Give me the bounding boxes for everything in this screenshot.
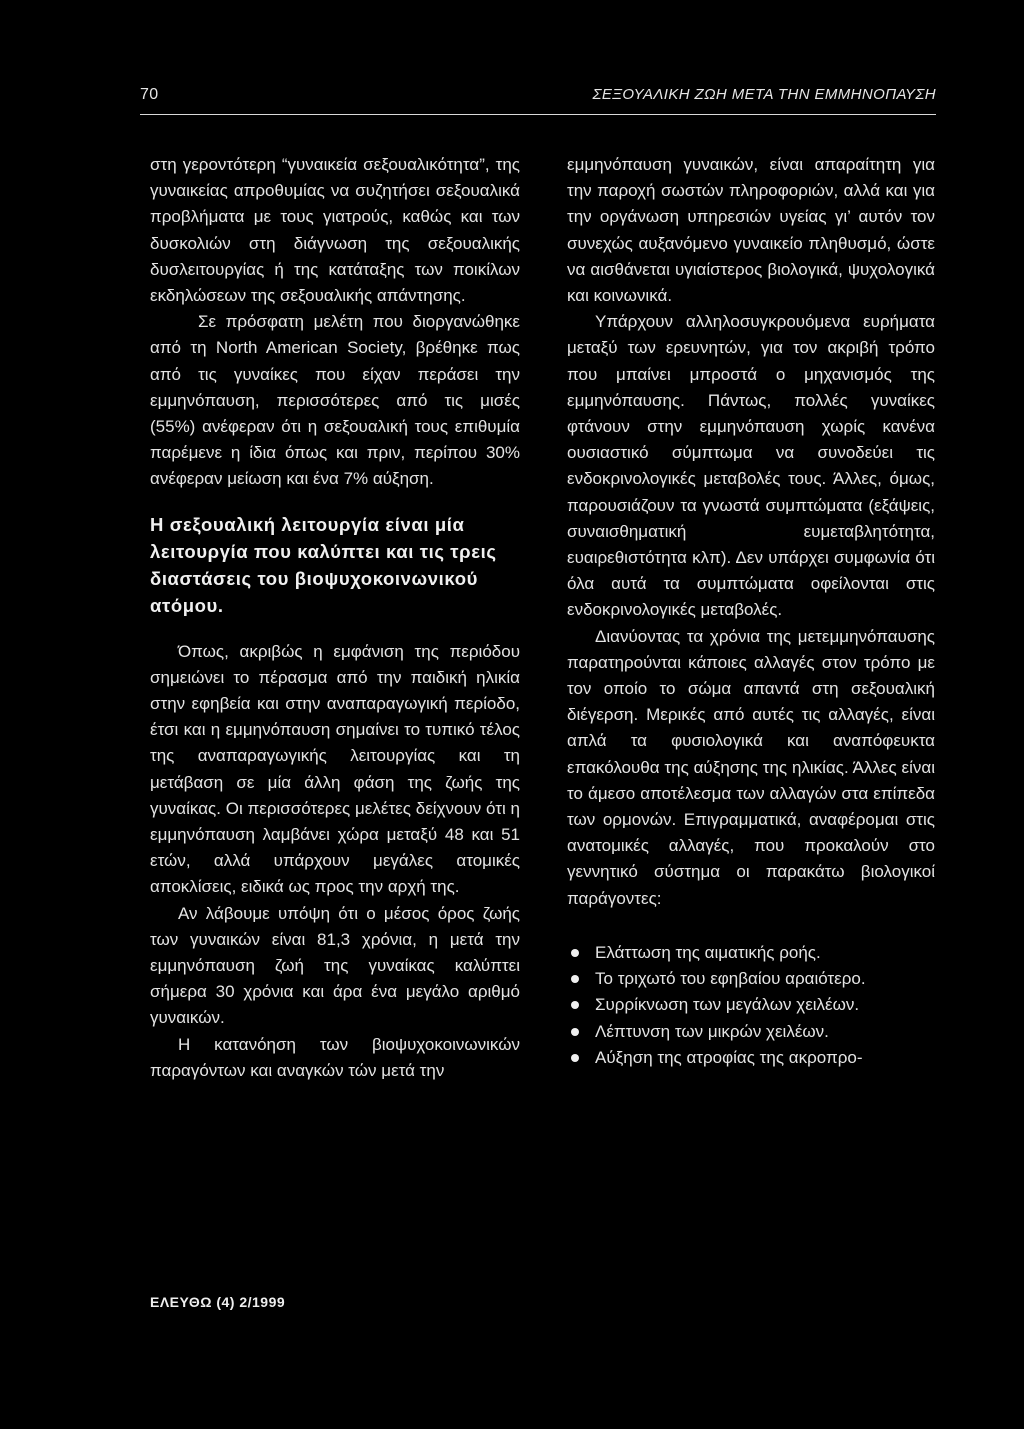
running-title: ΣΕΞΟΥΑΛΙΚΗ ΖΩΗ ΜΕΤΑ ΤΗΝ ΕΜΜΗΝΟΠΑΥΣΗ xyxy=(592,86,936,103)
right-column xyxy=(567,152,935,1071)
left-column xyxy=(150,152,520,1084)
factor-list xyxy=(567,940,935,1071)
paragraph: Αν λάβουμε υπόψη ότι ο μέσος όρος ζωής των γυναικών είναι 81,3 χρόνια, η μετά την εμμηνόπαυση ζωή της γυναίκας καλύπτει σήμερα 30 χρόνια και άρα ένα μεγάλο αριθμό γυναικών. xyxy=(150,903,520,1028)
list-item-text: Λέπτυνση των μικρών χειλέων. xyxy=(595,1021,829,1041)
list-item xyxy=(567,992,935,1018)
header-rule xyxy=(140,114,936,115)
list-item-text: Το τριχωτό του εφηβαίου αραιότερο. xyxy=(595,969,866,989)
list-item-text: Αύξηση της ατροφίας της ακροπρο- xyxy=(595,1047,863,1067)
highlight-statement: Η σεξουαλική λειτουργία είναι μία λειτουργία που καλύπτει και τις τρεις διαστάσεις του βιοψυχοκοινωνικού ατόμου. xyxy=(150,513,497,616)
bullet-icon xyxy=(571,1001,579,1009)
paragraph: Σε πρόσφατη μελέτη που διοργανώθηκε από τη North American Society, βρέθηκε πως από τις γυναίκες που είχαν περάσει την εμμηνόπαυση, περισσότερες από τις μισές (55%) ανέφεραν ότι η σεξουαλική τους επιθυμία παρέμενε η ίδια όπως και πριν, περίπου 30% ανέφεραν μείωση και ένα 7% αύξηση. xyxy=(150,312,520,489)
paragraph: εμμηνόπαυση γυναικών, είναι απαραίτητη για την παροχή σωστών πληροφοριών, αλλά και για την οργάνωση υπηρεσιών υγείας γι’ αυτόν τον συνεχώς αυξανόμενο γυναικείο πληθυσμό, ώστε να αισθάνεται υγιαίστερος βιολογικά, ψυχολογικά και κοινωνικά. xyxy=(567,155,935,306)
list-item xyxy=(567,966,935,992)
paragraph: Όπως, ακριβώς η εμφάνιση της περιόδου σημειώνει το πέρασμα από την παιδική ηλικία στην εφηβεία και στην αναπαραγωγική περίοδο, έτσι και η εμμηνόπαυση σημαίνει το τυπικό τέλος της αναπαραγωγικής λειτουργίας και τη μετάβαση σε μία άλλη φάση της ζωής της γυναίκας. Οι περισσότερες μελέτες δείχνουν ότι η εμμηνόπαυση λαμβάνει χώρα μεταξύ 48 και 51 ετών, αλλά υπάρχουν μεγάλες ατομικές αποκλίσεις, ειδικά ως προς την αρχή της. xyxy=(150,641,520,897)
list-item-text: Ελάττωση της αιματικής ροής. xyxy=(595,942,821,962)
paragraph: Διανύοντας τα χρόνια της μετεμμηνόπαυσης παρατηρούνται κάποιες αλλαγές στον τρόπο με τον οποίο το σώμα απαντά στη σεξουαλική διέγερση. Μερικές από αυτές τις αλλαγές, είναι απλά τα φυσιολογικά και αναπόφευκτα επακόλουθα της αύξησης της ηλικίας. Άλλες είναι το άμεσο αποτέλεσμα των αλλαγών στα επίπεδα των ορμονών. Επιγραμματικά, αναφέρομαι στις ανατομικές αλλαγές, που προκαλούν στο γεννητικό σύστημα οι παρακάτω βιολογικοί παράγοντες: xyxy=(567,626,935,908)
list-item xyxy=(567,1019,935,1045)
bullet-icon xyxy=(571,1028,579,1036)
paragraph: στη γεροντότερη “γυναικεία σεξουαλικότητα”, της γυναικείας απροθυμίας να συζητήσει σεξουαλικά προβλήματα με τους γιατρούς, καθώς και των δυσκολιών στη διάγνωση της σεξουαλικής δυσλειτουργίας ή της κατάταξης των ποικίλων εκδηλώσεων της σεξουαλικής απάντησης. xyxy=(150,155,520,306)
bullet-icon xyxy=(571,1054,579,1062)
list-item-text: Συρρίκνωση των μεγάλων χειλέων. xyxy=(595,995,860,1015)
bullet-icon xyxy=(571,949,579,957)
paragraph: Η κατανόηση των βιοψυχοκοινωνικών παραγόντων και αναγκών τών μετά την xyxy=(150,1034,520,1080)
bullet-icon xyxy=(571,975,579,983)
list-item xyxy=(567,1045,935,1071)
paragraph: Υπάρχουν αλληλοσυγκρουόμενα ευρήματα μεταξύ των ερευνητών, για τον ακριβή τρόπο που μπαίνει μπροστά ο μηχανισμός της εμμηνόπαυσης. Πάντως, πολλές γυναίκες φτάνουν στην εμμηνόπαυση χωρίς κανένα ουσιαστικό σύμπτωμα να συνοδεύει τις ενδοκρινολογικές μεταβολές τους. Άλλες, όμως, παρουσιάζουν τα γνωστά συμπτώματα (εξάψεις, συναισθηματική ευμεταβλητότητα, ευαιρεθιστότητα κλπ). Δεν υπάρχει συμφωνία ότι όλα αυτά τα συμπτώματα οφείλονται στις ενδοκρινολογικές μεταβολές. xyxy=(567,312,935,620)
list-item xyxy=(567,940,935,966)
page-number: 70 xyxy=(140,86,159,103)
page-header xyxy=(140,86,936,116)
footer-citation: ΕΛΕΥΘΩ (4) 2/1999 xyxy=(150,1294,286,1310)
